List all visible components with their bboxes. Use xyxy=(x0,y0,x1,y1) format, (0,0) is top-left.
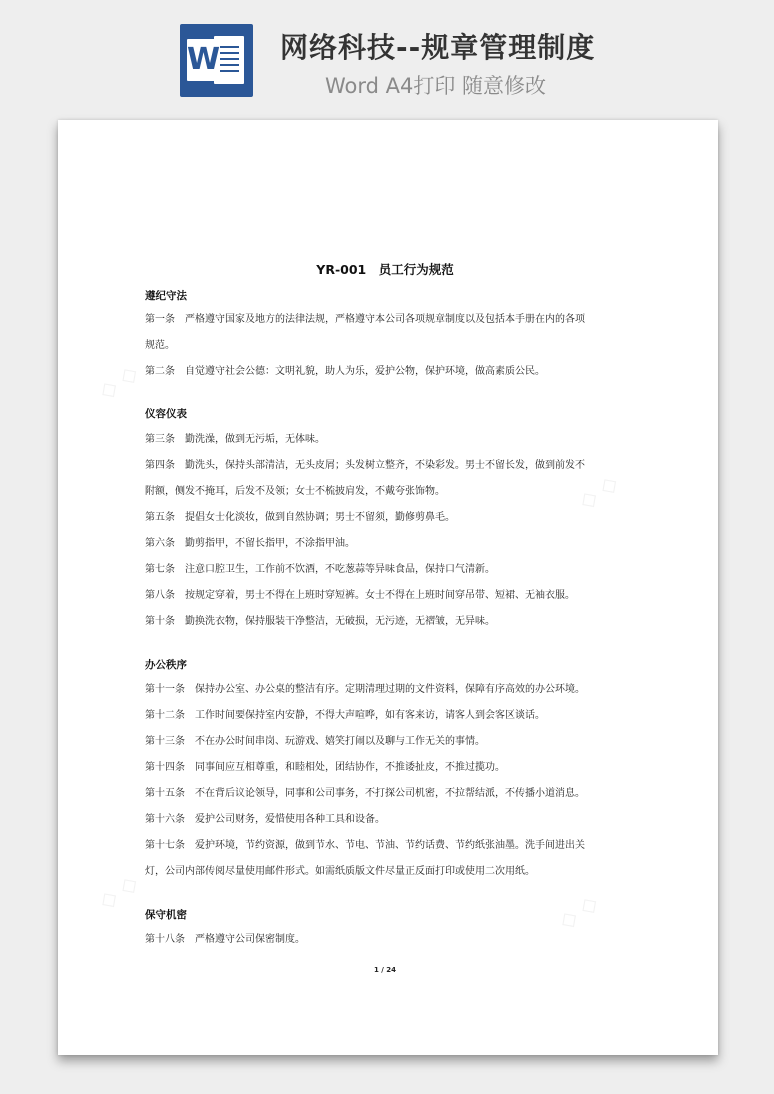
article-line: 第一条 严格遵守国家及地方的法律法规，严格遵守本公司各项规章制度以及包括本手册在内的各项 xyxy=(145,314,585,325)
section-heading: 仪容仪表 xyxy=(145,408,187,420)
watermark: ◇ ◇ xyxy=(94,870,143,915)
article-line: 第三条 勤洗澡，做到无污垢，无体味。 xyxy=(145,434,325,445)
article-line: 第十三条 不在办公时间串岗、玩游戏、嬉笑打闹以及聊与工作无关的事情。 xyxy=(145,736,485,747)
article-line: 灯，公司内部传阅尽量使用邮件形式。如需纸质版文件尽量正反面打印或使用二次用纸。 xyxy=(145,866,535,877)
word-letter: W xyxy=(187,39,219,81)
watermark: ◇ ◇ xyxy=(554,890,603,935)
article-line: 第七条 注意口腔卫生，工作前不饮酒，不吃葱蒜等异味食品，保持口气清新。 xyxy=(145,564,495,575)
document-title: YR-001 员工行为规范 xyxy=(316,262,454,277)
article-line: 第五条 提倡女士化淡妆，做到自然协调；男士不留须，勤修剪鼻毛。 xyxy=(145,512,455,523)
watermark: ◇ ◇ xyxy=(94,360,143,405)
article-line: 第六条 勤剪指甲，不留长指甲，不涂指甲油。 xyxy=(145,538,355,549)
article-line: 附额，侧发不掩耳，后发不及领；女士不梳披肩发，不戴夸张饰物。 xyxy=(145,486,445,497)
article-line: 第十四条 同事间应互相尊重，和睦相处，团结协作，不推诿扯皮，不推过揽功。 xyxy=(145,762,505,773)
section-heading: 保守机密 xyxy=(145,909,187,921)
article-line: 第十七条 爱护环境，节约资源，做到节水、节电、节油、节约话费、节约纸张油墨。洗手间进出关 xyxy=(145,840,585,851)
banner-title: 网络科技--规章管理制度 xyxy=(280,31,596,64)
word-document-icon xyxy=(180,24,253,97)
section-heading: 遵纪守法 xyxy=(145,290,187,302)
page-number: 1 / 24 xyxy=(373,966,397,974)
article-line: 第二条 自觉遵守社会公德：文明礼貌，助人为乐，爱护公物，保护环境，做高素质公民。 xyxy=(145,366,545,377)
article-line: 第十二条 工作时间要保持室内安静，不得大声喧哗，如有客来访，请客人到会客区谈话。 xyxy=(145,710,545,721)
article-line: 第十六条 爱护公司财务，爱惜使用各种工具和设备。 xyxy=(145,814,385,825)
section-heading: 办公秩序 xyxy=(145,659,187,671)
article-line: 第四条 勤洗头，保持头部清洁，无头皮屑；头发树立整齐，不染彩发。男士不留长发，做到前发不 xyxy=(145,460,585,471)
banner-subtitle: Word A4打印 随意修改 xyxy=(325,74,547,98)
article-line: 第十五条 不在背后议论领导，同事和公司事务，不打探公司机密，不拉帮结派，不传播小道消息。 xyxy=(145,788,585,799)
article-line: 第十一条 保持办公室、办公桌的整洁有序。定期清理过期的文件资料，保障有序高效的办公环境。 xyxy=(145,684,585,695)
document-page xyxy=(58,120,718,1055)
watermark: ◇ ◇ xyxy=(574,470,623,515)
article-line: 第八条 按规定穿着，男士不得在上班时穿短裤。女士不得在上班时间穿吊带、短裙、无袖衣服。 xyxy=(145,590,575,601)
header-banner xyxy=(0,0,774,118)
article-line: 第十八条 严格遵守公司保密制度。 xyxy=(145,934,305,945)
article-line: 第十条 勤换洗衣物，保持服装干净整洁，无破损，无污迹，无褶皱，无异味。 xyxy=(145,616,495,627)
article-line: 规范。 xyxy=(145,340,175,351)
